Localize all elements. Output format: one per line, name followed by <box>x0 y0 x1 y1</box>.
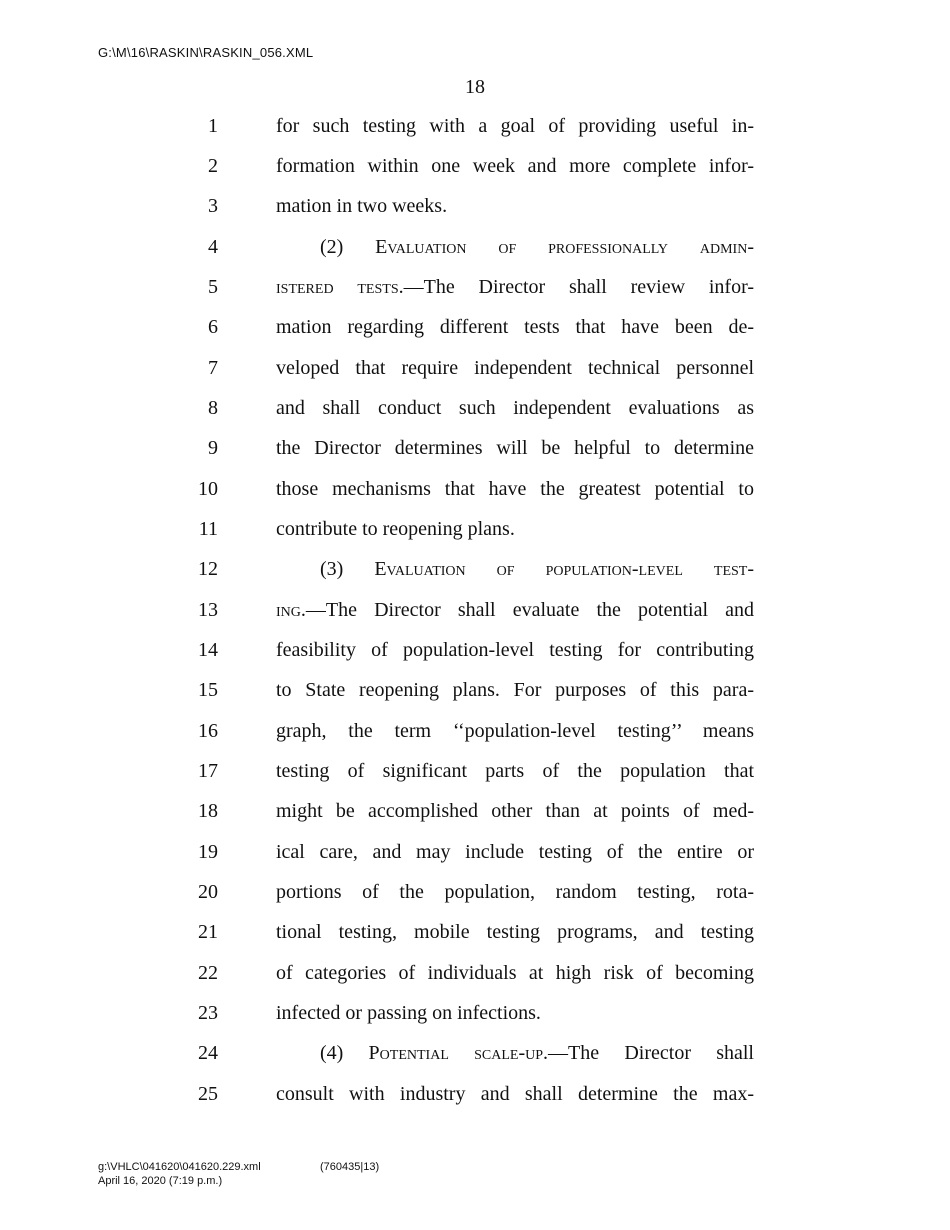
line-number: 14 <box>198 639 218 661</box>
line-text <box>276 227 754 267</box>
text-line <box>0 711 950 751</box>
text-line <box>0 146 950 186</box>
line-number: 17 <box>198 760 218 782</box>
text-line <box>0 953 950 993</box>
line-number: 2 <box>208 155 218 177</box>
line-number: 10 <box>198 478 218 500</box>
footer-date: April 16, 2020 (7:19 p.m.) <box>98 1175 223 1187</box>
text-line <box>0 670 950 710</box>
line-number: 21 <box>198 921 218 943</box>
text-line <box>0 509 950 549</box>
line-text: infected or passing on infections. <box>276 1002 541 1024</box>
line-text: veloped that require independent technical personnel <box>276 357 754 379</box>
line-text: mation in two weeks. <box>276 195 448 217</box>
text-line <box>0 751 950 791</box>
line-number: 1 <box>208 115 218 137</box>
footer-id: (760435|13) <box>320 1161 380 1173</box>
line-text: tional testing, mobile testing programs, and testing <box>276 921 754 943</box>
line-number: 13 <box>198 599 218 621</box>
line-text: testing of significant parts of the population that <box>276 760 754 782</box>
line-text: and shall conduct such independent evaluations as <box>276 397 754 419</box>
section-heading: (3) Evaluation of population-level test- <box>320 558 754 580</box>
line-number: 4 <box>208 236 218 258</box>
line-number: 20 <box>198 881 218 903</box>
text-line <box>0 590 950 630</box>
line-text: to State reopening plans. For purposes of this para- <box>276 679 754 701</box>
line-text: for such testing with a goal of providing useful in- <box>276 115 754 137</box>
line-text: ing.—The Director shall evaluate the potential and <box>276 599 754 621</box>
line-number: 6 <box>208 316 218 338</box>
footer-path: g:\VHLC\041620\041620.229.xml <box>98 1161 261 1173</box>
line-number: 12 <box>198 558 218 580</box>
text-line <box>0 791 950 831</box>
text-line <box>0 428 950 468</box>
file-path: G:\M\16\RASKIN\RASKIN_056.XML <box>98 45 314 60</box>
line-number: 11 <box>198 518 218 540</box>
line-text: consult with industry and shall determine the max- <box>276 1083 754 1105</box>
text-line <box>0 1074 950 1114</box>
line-text: (4) Potential scale-up.—The Director shall <box>320 1042 754 1064</box>
text-line <box>0 630 950 670</box>
text-line <box>0 872 950 912</box>
line-number: 3 <box>208 195 218 217</box>
line-text: those mechanisms that have the greatest potential to <box>276 478 754 500</box>
line-text: might be accomplished other than at points of med- <box>276 800 754 822</box>
text-line <box>0 348 950 388</box>
section-heading: (4) Potential scale-up. <box>320 1042 549 1064</box>
text-line <box>0 832 950 872</box>
text-line <box>0 1033 950 1073</box>
section-heading: istered tests. <box>276 276 404 298</box>
line-text: graph, the term ‘‘population-level testing’’ means <box>276 720 754 742</box>
text-line <box>0 912 950 952</box>
text-line <box>0 267 950 307</box>
line-text: the Director determines will be helpful to determine <box>276 437 754 459</box>
line-text: of categories of individuals at high risk of becoming <box>276 962 754 984</box>
line-number: 24 <box>198 1042 218 1064</box>
line-text: contribute to reopening plans. <box>276 518 515 540</box>
line-number: 18 <box>198 800 218 822</box>
text-line <box>0 469 950 509</box>
line-text: mation regarding different tests that have been de- <box>276 316 754 338</box>
line-text: istered tests.—The Director shall review infor- <box>276 276 754 298</box>
line-text: ical care, and may include testing of the entire or <box>276 841 754 863</box>
line-number: 7 <box>208 357 218 379</box>
line-number: 15 <box>198 679 218 701</box>
line-number: 25 <box>198 1083 218 1105</box>
line-number: 22 <box>198 962 218 984</box>
line-number: 8 <box>208 397 218 419</box>
line-number: 5 <box>208 276 218 298</box>
text-line <box>0 106 950 146</box>
page-number: 18 <box>465 76 485 98</box>
text-line <box>0 307 950 347</box>
line-number: 16 <box>198 720 218 742</box>
text-line <box>0 186 950 226</box>
section-heading: ing. <box>276 599 306 621</box>
line-number: 9 <box>208 437 218 459</box>
line-number: 19 <box>198 841 218 863</box>
line-text: portions of the population, random testing, rota- <box>276 881 754 903</box>
section-heading: (2) Evaluation of professionally admin- <box>320 236 754 258</box>
footer <box>98 1160 380 1188</box>
line-number: 23 <box>198 1002 218 1024</box>
text-line <box>0 549 950 589</box>
line-text <box>276 549 754 589</box>
text-line <box>0 993 950 1033</box>
text-line <box>0 227 950 267</box>
text-line <box>0 388 950 428</box>
line-text: formation within one week and more complete infor- <box>276 155 754 177</box>
line-text: feasibility of population-level testing for contributing <box>276 639 754 661</box>
